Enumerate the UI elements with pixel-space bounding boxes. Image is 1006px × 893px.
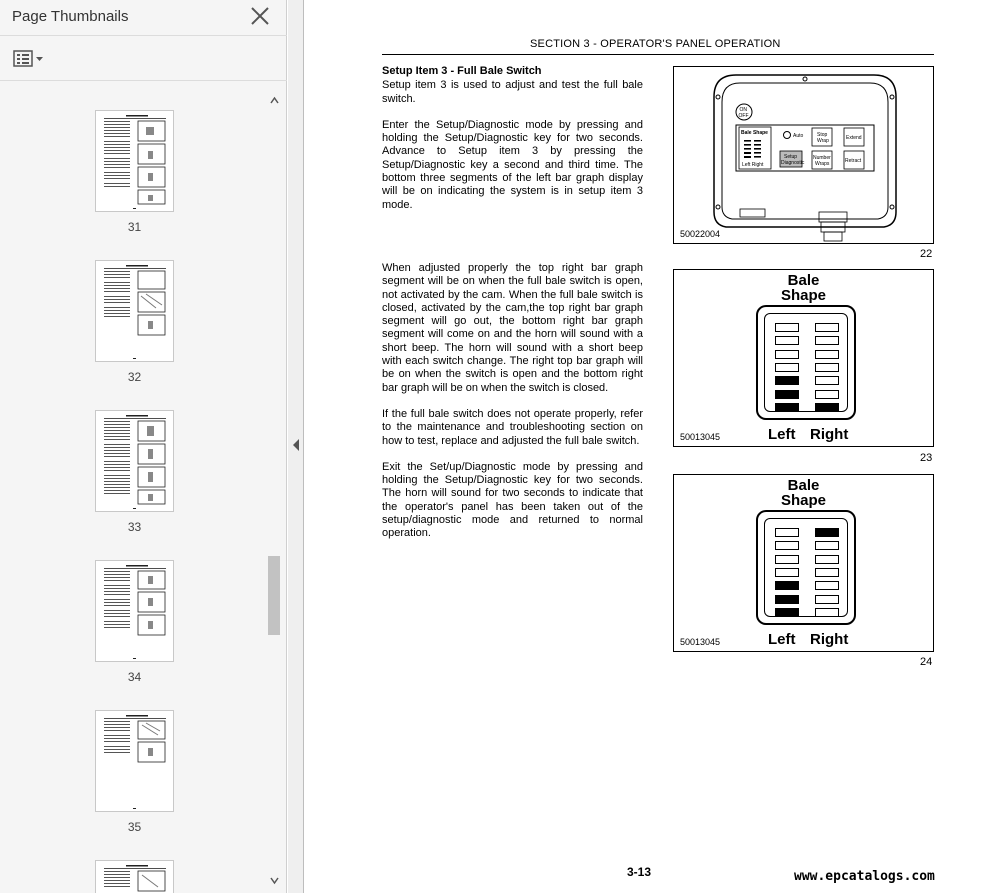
left-bar-segment [775,595,799,604]
right-bar-segment [815,323,839,332]
document-page [305,0,1006,893]
right-label: Right [810,426,849,443]
right-bar-segment [815,608,839,617]
left-right-label: Left Right [742,162,764,168]
thumbnail-pane [0,0,287,893]
left-bar-segment [775,403,799,412]
setup-label: Diagnostic [781,160,805,166]
on-off-label: ON [739,107,747,113]
section-header: SECTION 3 - OPERATOR'S PANEL OPERATION [530,38,781,50]
pane-title: Page Thumbnails [12,8,129,25]
page-thumbnail-34[interactable] [95,560,174,662]
thumbnail-scrollbar[interactable] [266,88,282,893]
pane-splitter[interactable] [288,0,304,893]
left-label: Left [768,631,796,648]
scroll-thumb[interactable] [268,556,280,635]
bale-shape-title: Bale [787,477,820,494]
figure-id: 50022004 [680,229,721,239]
left-bar-segment [775,323,799,332]
figure-id: 50013045 [680,432,721,442]
page-preview-image [96,711,173,811]
right-bar-segment [815,541,839,550]
figure-number: 22 [920,248,933,260]
right-bar-segment [815,568,839,577]
chevron-down-icon [270,876,279,885]
page-thumbnail-31[interactable] [95,110,174,212]
page-number: 3-13 [627,865,652,879]
number-wraps-label: Wraps [815,161,830,167]
bale-shape-title: Bale [787,272,820,289]
bale-shape-figure-23 [673,269,934,447]
pane-header [0,0,287,36]
page-preview-image [96,111,173,211]
page-thumbnail-36[interactable] [95,860,174,893]
right-bar-segment [815,350,839,359]
right-label: Right [810,631,849,648]
pane-toolbar [0,37,287,81]
number-wraps-label: Number [813,155,831,161]
left-bar-segment [775,528,799,537]
setup-item-title: Setup Item 3 - Full Bale Switch [382,65,542,77]
operator-panel-figure [673,66,934,244]
setup-label: Setup [784,154,798,160]
left-bar-segment [775,581,799,590]
figure-number: 24 [920,656,933,668]
exit-mode-paragraph: Exit the Set/up/Diagnostic mode by pressing and holding the Setup/Diagnostic key for two seconds. The horn will sound for two seconds to indicate that the operator's panel has been taken out of the setup/diagnostic mode and returned to normal operation. [382,460,643,540]
left-label: Left [768,426,796,443]
adjust-paragraph: When adjusted properly the top right bar graph segment will be on when the full bale switch is open, not activated by the cam. When the full bale switch is closed, activated by the cam,the top right bar graph segment will go out, the bottom right bar graph segment will come on and the horn will sound with a short beep. The horn will sound with a short beep with each switch change. The right top bar graph will be on when the switch is open and the bottom right bar graph will be on when the switch is closed. [382,261,643,394]
fault-paragraph: If the full bale switch does not operate properly, refer to the maintenance and troubleshooting section on how to test, replace and adjusted the full bale switch. [382,407,643,447]
header-rule [382,54,934,55]
stop-wrap-label: Stop [817,132,828,138]
left-bar-segment [775,541,799,550]
chevron-left-icon [292,438,300,452]
right-bar-segment [815,390,839,399]
collapse-pane-button[interactable] [292,438,300,452]
chevron-up-icon [270,96,279,105]
page-preview-image [96,261,173,361]
bale-shape-title: Shape [780,492,826,509]
scroll-up-button[interactable] [270,92,279,101]
bar-graph-inner [764,313,848,412]
right-bar-segment [815,363,839,372]
watermark-link[interactable]: www.epcatalogs.com [794,869,935,884]
page-preview-image [96,561,173,661]
extend-label: Extend [846,135,862,141]
left-bar-segment [775,336,799,345]
bale-shape-label: Bale Shape [741,130,768,136]
page-thumbnail-33[interactable] [95,410,174,512]
page-number-label: 31 [127,220,142,234]
close-icon [249,5,271,27]
right-bar-segment [815,403,839,412]
left-bar-segment [775,350,799,359]
right-bar-segment [815,581,839,590]
page-preview-image [96,861,173,893]
text-column [382,65,643,554]
retract-label: Retract [845,158,862,164]
list-options-icon [12,48,48,70]
left-bar-segment [775,555,799,564]
thumbnail-list [0,82,266,893]
auto-label: Auto [793,133,804,139]
right-bar-segment [815,376,839,385]
intro-paragraph: Setup item 3 is used to adjust and test the full bale switch. [382,79,643,105]
page-number-label: 32 [127,370,142,384]
page-preview-image [96,411,173,511]
page-number-label: 34 [127,670,142,684]
stop-wrap-label: Wrap [817,138,829,144]
left-bar-segment [775,608,799,617]
left-bar-segment [775,363,799,372]
bar-graph-inner [764,518,848,617]
scroll-down-button[interactable] [270,872,279,881]
right-bar-segment [815,595,839,604]
figure-id: 50013045 [680,637,721,647]
page-thumbnail-35[interactable] [95,710,174,812]
bar-graph-display [756,510,856,625]
thumbnail-options-button[interactable] [12,48,48,70]
enter-mode-paragraph: Enter the Setup/Diagnostic mode by pressing and holding the Setup/Diagnostic key for two seconds. Advance to Setup item 3 by pressing the Setup/Diagnostic key a second and third time. The bottom three segments of the left bar graph display will be on indicating the system is in setup item 3 mode. [382,118,643,211]
bale-shape-figure-24 [673,474,934,652]
page-thumbnail-32[interactable] [95,260,174,362]
page-number-label: 33 [127,520,142,534]
right-bar-segment [815,336,839,345]
on-off-label: OFF [738,113,749,119]
close-pane-button[interactable] [249,5,271,27]
right-bar-segment [815,555,839,564]
left-bar-segment [775,390,799,399]
left-bar-segment [775,568,799,577]
bar-graph-display [756,305,856,420]
operator-panel-illustration [674,67,933,243]
right-bar-segment [815,528,839,537]
left-bar-segment [775,376,799,385]
figure-number: 23 [920,452,933,464]
bale-shape-title: Shape [780,287,826,304]
page-number-label: 35 [127,820,142,834]
